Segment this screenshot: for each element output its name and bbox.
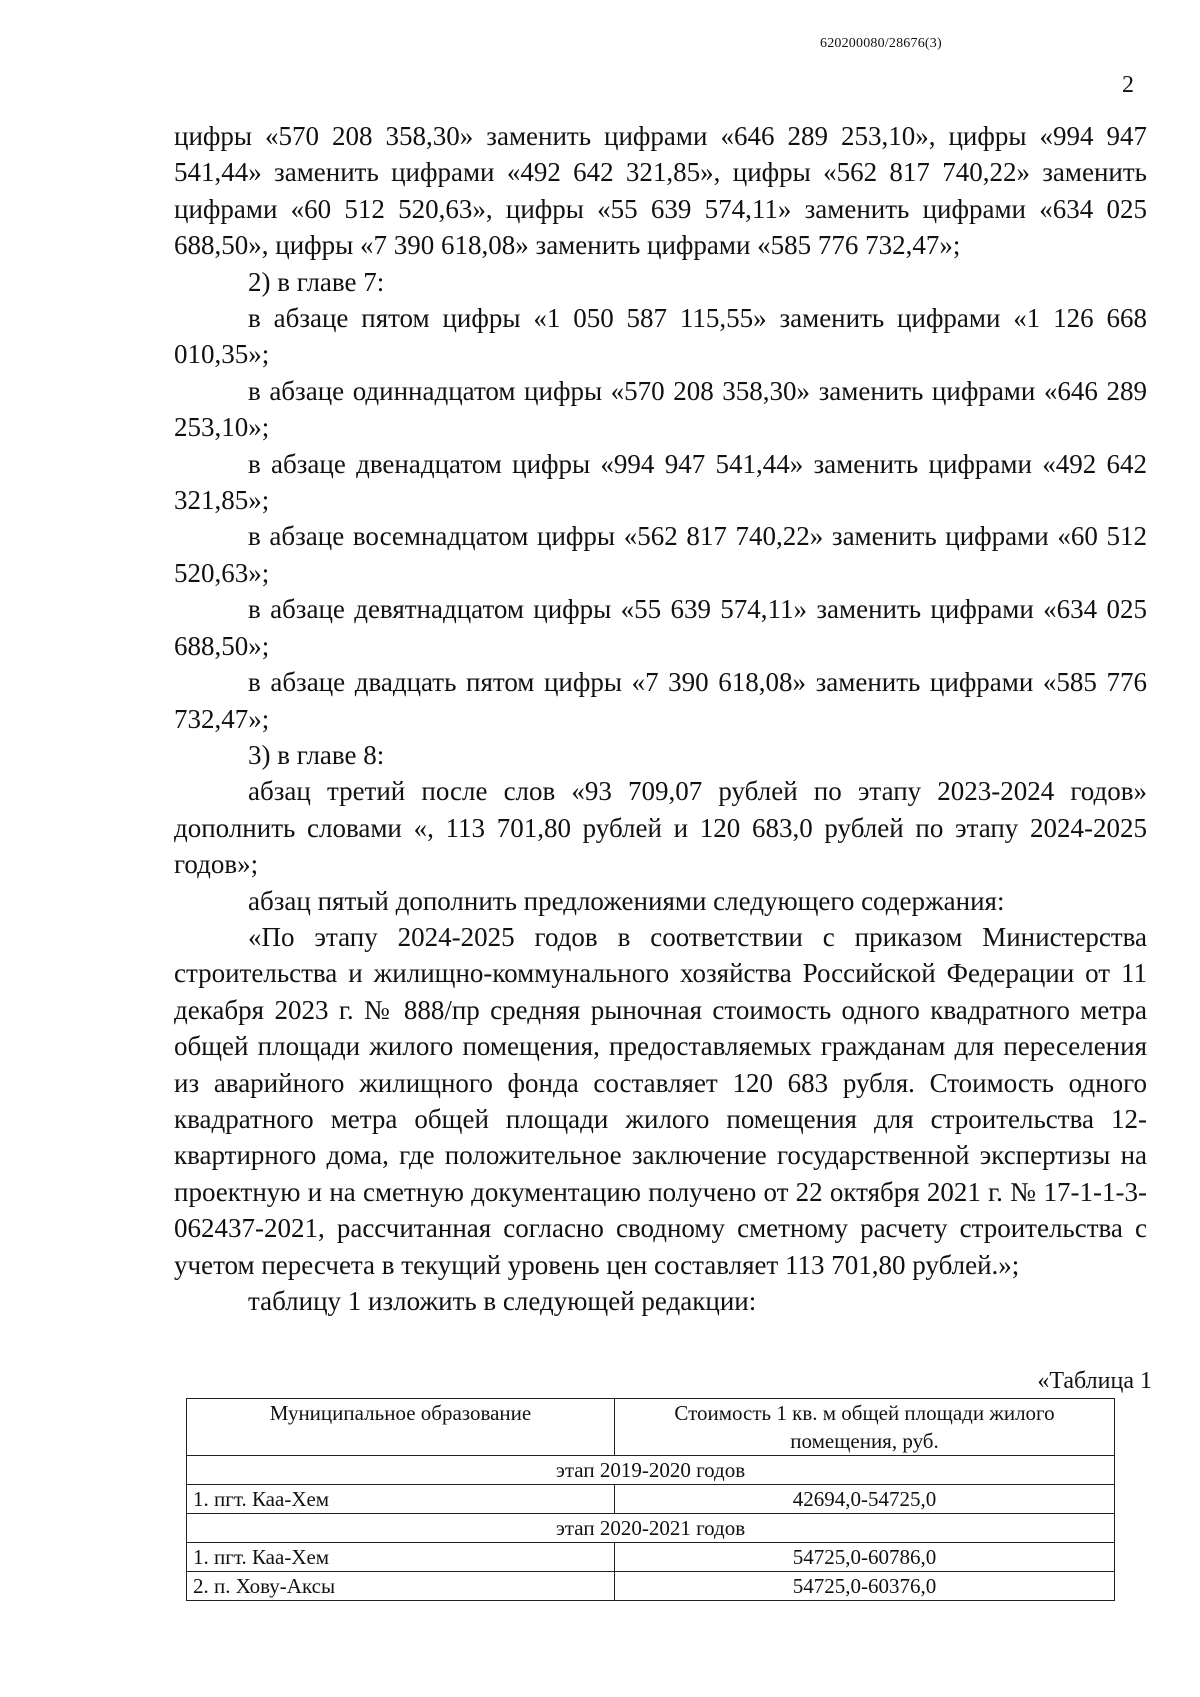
paragraph-chapter-7-item-5: в абзаце пятом цифры «1 050 587 115,55» заменить цифрами «1 126 668 010,35»;: [174, 303, 1147, 370]
paragraph-chapter-8-heading: 3) в главе 8:: [248, 739, 385, 770]
paragraph-chapter-7-item-19: в абзаце девятнадцатом цифры «55 639 574,11» заменить цифрами «634 025 688,50»;: [174, 594, 1147, 661]
header-municipality: Муниципальное образование: [187, 1399, 615, 1456]
stage-row: [187, 1456, 1115, 1485]
paragraph-replacements-summary: цифры «570 208 358,30» заменить цифрами «646 289 253,10», цифры «994 947 541,44» заменить цифрами «492 642 321,85», цифры «562 817 740,22» заменить цифрами «60 512 520,63», цифры «55 639 574,11» заменить цифрами «634 025 688,50», цифры «7 390 618,08» заменить цифрами «585 776 732,47»;: [174, 121, 1147, 261]
paragraph-quoted-addition: «По этапу 2024-2025 годов в соответствии с приказом Министерства строительства и жилищно-коммунального хозяйства Российской Федерации от 11 декабря 2023 г. № 888/пр средняя рыночная стоимость одного квадратного метра общей площади жилого помещения, предоставляемых гражданам для переселения из аварийного жилищного фонда составляет 120 683 рубля. Стоимость одного квадратного метра общей площади жилого помещения для строительства 12-квартирного дома, где положительное заключение государственной экспертизы на проектную и на сметную документацию получено от 22 октября 2021 г. № 17-1-1-3-062437-2021, рассчитанная согласно сводному сметному расчету строительства с учетом пересчета в текущий уровень цен составляет 113 701,80 рублей.»;: [174, 921, 1147, 1280]
table-header-row: [187, 1399, 1115, 1456]
paragraph-chapter-8-third: абзац третий после слов «93 709,07 рублей по этапу 2023-2024 годов» дополнить словами «, 113 701,80 рублей и 120 683,0 рублей по этапу 2024-2025 годов»;: [174, 776, 1147, 880]
paragraph-chapter-7-item-12: в абзаце двенадцатом цифры «994 947 541,44» заменить цифрами «492 642 321,85»;: [174, 448, 1147, 516]
paragraph-chapter-7-item-25: в абзаце двадцать пятом цифры «7 390 618,08» заменить цифрами «585 776 732,47»;: [174, 667, 1147, 734]
stage-label: этап 2019-2020 годов: [187, 1456, 1115, 1485]
table-caption: «Таблица 1: [1037, 1368, 1152, 1394]
table-row: [187, 1572, 1115, 1601]
table-row: [187, 1485, 1115, 1514]
stage-row: [187, 1514, 1115, 1543]
municipality-cell: 1. пгт. Каа-Хем: [187, 1485, 615, 1514]
paragraph-chapter-7-item-11: в абзаце одиннадцатом цифры «570 208 358,30» заменить цифрами «646 289 253,10»;: [174, 375, 1147, 443]
document-body: [174, 118, 1147, 1319]
document-number: 620200080/28676(3): [820, 36, 942, 51]
municipality-cell: 1. пгт. Каа-Хем: [187, 1543, 615, 1572]
stage-label: этап 2020-2021 годов: [187, 1514, 1115, 1543]
header-cost: Стоимость 1 кв. м общей площади жилого помещения, руб.: [615, 1399, 1115, 1456]
cost-cell: 54725,0-60376,0: [615, 1572, 1115, 1601]
table-row: [187, 1543, 1115, 1572]
paragraph-chapter-7-item-18: в абзаце восемнадцатом цифры «562 817 740,22» заменить цифрами «60 512 520,63»;: [174, 521, 1147, 588]
paragraph-chapter-8-fifth: абзац пятый дополнить предложениями следующего содержания:: [248, 885, 1005, 916]
municipality-cell: 2. п. Хову-Аксы: [187, 1572, 615, 1601]
paragraph-table-intro: таблицу 1 изложить в следующей редакции:: [248, 1286, 757, 1316]
cost-table: [186, 1398, 1115, 1601]
page-number: 2: [1122, 72, 1134, 98]
cost-cell: 54725,0-60786,0: [615, 1543, 1115, 1572]
paragraph-chapter-7-heading: 2) в главе 7:: [248, 266, 385, 297]
cost-cell: 42694,0-54725,0: [615, 1485, 1115, 1514]
